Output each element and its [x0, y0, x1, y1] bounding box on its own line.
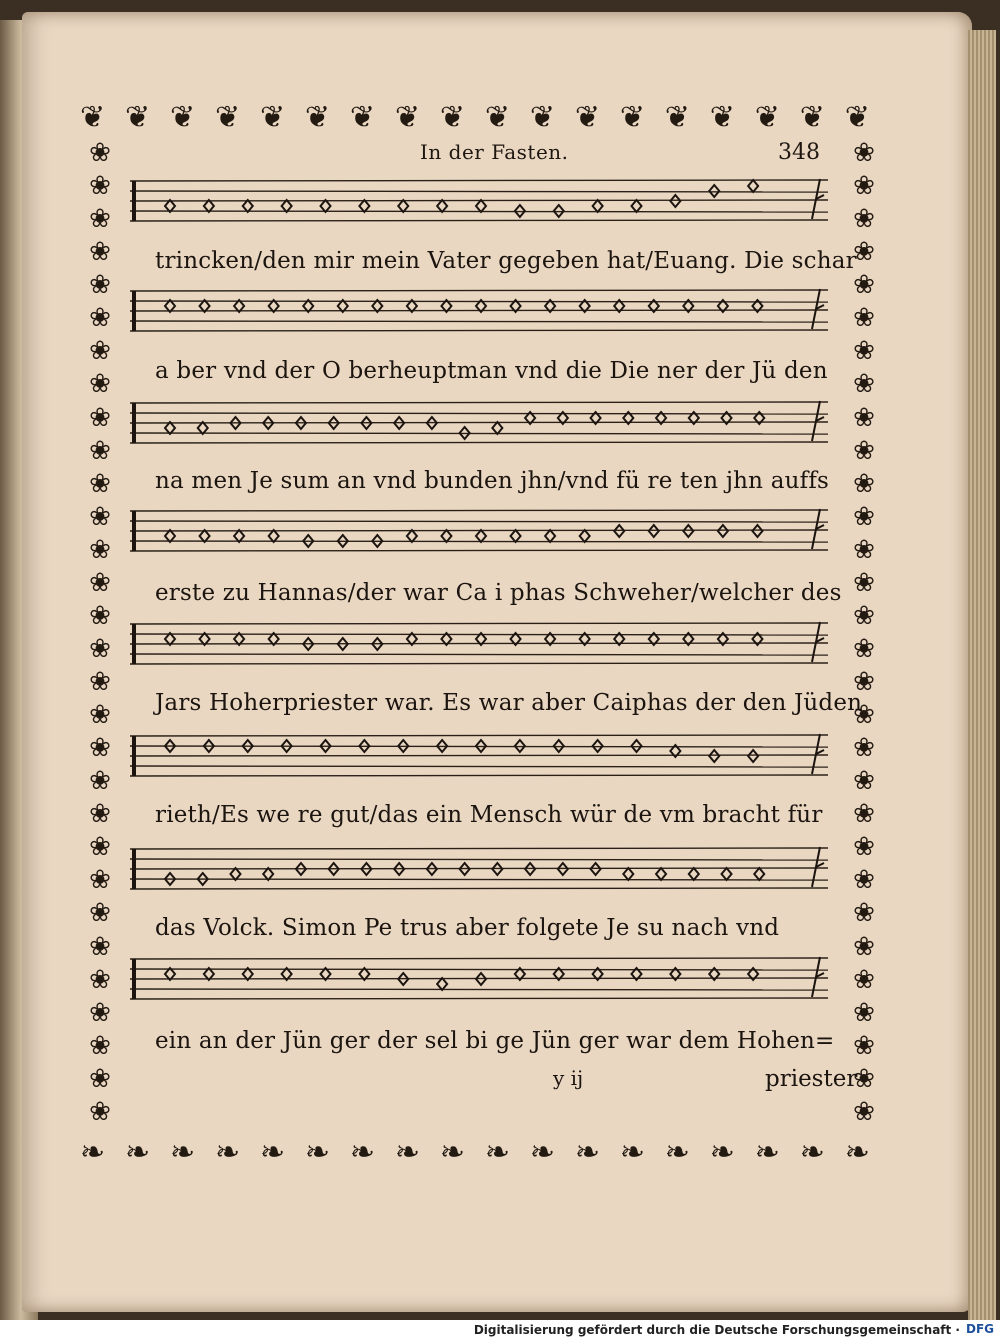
diamond-note-icon — [165, 633, 175, 645]
lyric-line: trincken/den mir mein Vater gegeben hat/Euang. Die schar — [155, 248, 857, 274]
vine-border-icon: ❀ — [89, 204, 111, 235]
vine-border-icon: ❀ — [853, 633, 875, 664]
lyric-line: rieth/Es we re gut/das ein Mensch wür de vm bracht für — [155, 802, 823, 828]
diamond-note-icon — [748, 750, 758, 762]
ornament-flourish-icon: ❦ — [124, 100, 151, 135]
vine-border-icon: ❀ — [853, 567, 875, 598]
diamond-note-icon — [165, 422, 175, 434]
ornament-flourish-icon: ❧ — [214, 1135, 241, 1170]
vine-border-icon: ❀ — [89, 1096, 111, 1125]
vine-border-icon: ❀ — [853, 435, 875, 466]
diamond-note-icon — [441, 530, 451, 542]
vine-border-icon: ❀ — [89, 369, 111, 400]
ornament-flourish-icon: ❧ — [529, 1135, 555, 1170]
diamond-note-icon — [165, 530, 175, 542]
vine-border-icon: ❀ — [853, 270, 875, 301]
music-staff — [130, 730, 842, 782]
vine-border-icon: ❀ — [89, 667, 111, 697]
vine-border-icon: ❀ — [89, 567, 111, 598]
ornament-flourish-icon: ❦ — [169, 100, 196, 135]
diamond-note-icon — [398, 200, 408, 212]
diamond-note-icon — [165, 300, 175, 312]
diamond-note-icon — [263, 868, 273, 880]
footer-bar — [0, 1320, 1000, 1342]
custos-mark — [812, 734, 824, 774]
diamond-note-icon — [709, 750, 719, 762]
vine-border-icon: ❀ — [89, 270, 111, 301]
vine-border-icon: ❀ — [89, 1030, 111, 1061]
custos-mark — [812, 179, 824, 219]
vine-border-icon: ❀ — [853, 931, 875, 962]
vine-border-icon: ❀ — [853, 501, 875, 532]
signature-mark: y ij — [553, 1066, 584, 1090]
clef-icon — [132, 624, 136, 664]
vine-border-icon: ❀ — [89, 733, 111, 764]
diamond-note-icon — [754, 868, 764, 880]
diamond-note-icon — [632, 740, 642, 752]
vine-border-icon: ❀ — [853, 733, 875, 764]
vine-border-icon: ❀ — [853, 997, 875, 1028]
staff-lines — [130, 730, 842, 782]
diamond-note-icon — [359, 200, 369, 212]
vine-border-icon: ❀ — [853, 204, 875, 235]
clef-icon — [132, 736, 136, 776]
diamond-note-icon — [230, 868, 240, 880]
vine-border-icon: ❀ — [853, 1030, 875, 1061]
diamond-note-icon — [269, 530, 279, 542]
ornament-flourish-icon: ❧ — [80, 1135, 106, 1170]
ornament-flourish-icon: ❦ — [844, 100, 870, 135]
vine-border-icon: ❀ — [853, 700, 875, 731]
diamond-note-icon — [623, 868, 633, 880]
diamond-note-icon — [165, 968, 175, 980]
diamond-note-icon — [200, 530, 210, 542]
diamond-note-icon — [243, 200, 253, 212]
diamond-note-icon — [282, 200, 292, 212]
ornament-flourish-icon: ❧ — [664, 1135, 690, 1170]
vine-border-icon: ❀ — [89, 600, 111, 631]
running-head: In der Fasten. — [420, 140, 569, 164]
vine-border-icon: ❀ — [853, 600, 875, 631]
vine-border-icon: ❀ — [89, 997, 111, 1028]
vine-border-icon: ❀ — [89, 140, 111, 168]
music-staff — [130, 397, 842, 449]
right-vine-border — [842, 140, 886, 1125]
diamond-note-icon — [580, 530, 590, 542]
vine-border-icon: ❀ — [89, 336, 111, 367]
ornament-flourish-icon: ❦ — [304, 100, 331, 135]
ornament-flourish-icon: ❧ — [259, 1135, 286, 1170]
diamond-note-icon — [476, 200, 486, 212]
bottom-ornament-border — [80, 1122, 870, 1184]
diamond-note-icon — [722, 868, 732, 880]
ornament-flourish-icon: ❦ — [439, 100, 466, 135]
custos-mark — [812, 847, 824, 887]
music-staff — [130, 175, 842, 227]
vine-border-icon: ❀ — [853, 865, 875, 896]
ornament-flourish-icon: ❧ — [484, 1135, 510, 1170]
vine-border-icon: ❀ — [853, 468, 875, 499]
vine-border-icon: ❀ — [853, 766, 875, 797]
vine-border-icon: ❀ — [853, 534, 875, 565]
diamond-note-icon — [437, 978, 447, 990]
vine-border-icon: ❀ — [89, 633, 111, 664]
ornament-flourish-icon: ❧ — [439, 1135, 466, 1170]
vine-border-icon: ❀ — [853, 1063, 875, 1094]
vine-border-icon: ❀ — [89, 799, 111, 830]
page-edges — [968, 30, 996, 1320]
vine-border-icon: ❀ — [853, 1096, 875, 1125]
diamond-note-icon — [718, 525, 728, 537]
page-number: 348 — [778, 140, 820, 165]
catchword: priester — [765, 1066, 858, 1092]
vine-border-icon: ❀ — [853, 667, 875, 697]
clef-icon — [132, 403, 136, 443]
custos-mark — [812, 622, 824, 662]
ornament-flourish-icon: ❦ — [484, 100, 510, 135]
clef-icon — [132, 181, 136, 221]
ornament-flourish-icon: ❦ — [259, 100, 286, 135]
diamond-note-icon — [165, 200, 175, 212]
ornament-flourish-icon: ❦ — [574, 100, 600, 135]
ornament-flourish-icon: ❧ — [844, 1135, 870, 1170]
ornament-flourish-icon: ❧ — [619, 1135, 645, 1170]
vine-border-icon: ❀ — [853, 964, 875, 995]
lyric-line: a ber vnd der O berheuptman vnd die Die ner der Jü den — [155, 358, 828, 384]
vine-border-icon: ❀ — [89, 766, 111, 797]
staff-lines — [130, 505, 842, 557]
diamond-note-icon — [437, 200, 447, 212]
music-staff — [130, 285, 842, 337]
diamond-note-icon — [476, 530, 486, 542]
ornament-flourish-icon: ❦ — [80, 100, 106, 135]
vine-border-icon: ❀ — [853, 237, 875, 268]
ornament-flourish-icon: ❦ — [754, 100, 780, 135]
vine-border-icon: ❀ — [853, 832, 875, 863]
ornament-flourish-icon: ❦ — [214, 100, 241, 135]
vine-border-icon: ❀ — [89, 534, 111, 565]
lyric-line: ein an der Jün ger der sel bi ge Jün ger war dem Hohen= — [155, 1028, 835, 1054]
diamond-note-icon — [670, 195, 680, 207]
diamond-note-icon — [492, 422, 502, 434]
clef-icon — [132, 291, 136, 331]
vine-border-icon: ❀ — [89, 435, 111, 466]
lyric-line: erste zu Hannas/der war Ca i phas Schweher/welcher des — [155, 580, 842, 606]
staff-lines — [130, 175, 842, 227]
ornament-flourish-icon: ❧ — [799, 1135, 825, 1170]
ornament-flourish-icon: ❧ — [709, 1135, 735, 1170]
vine-border-icon: ❀ — [853, 369, 875, 400]
vine-border-icon: ❀ — [853, 140, 875, 168]
ornament-flourish-icon: ❧ — [754, 1135, 780, 1170]
diamond-note-icon — [407, 530, 417, 542]
clef-icon — [132, 959, 136, 999]
music-staff — [130, 505, 842, 557]
clef-icon — [132, 849, 136, 889]
vine-border-icon: ❀ — [89, 468, 111, 499]
ornament-flourish-icon: ❦ — [709, 100, 735, 135]
ornament-flourish-icon: ❧ — [574, 1135, 600, 1170]
staff-lines — [130, 285, 842, 337]
vine-border-icon: ❀ — [89, 964, 111, 995]
diamond-note-icon — [752, 525, 762, 537]
diamond-note-icon — [748, 180, 758, 192]
ornament-flourish-icon: ❦ — [664, 100, 690, 135]
custos-mark — [812, 957, 824, 997]
vine-border-icon: ❀ — [853, 799, 875, 830]
diamond-note-icon — [632, 200, 642, 212]
diamond-note-icon — [593, 200, 603, 212]
vine-border-icon: ❀ — [89, 898, 111, 929]
custos-mark — [812, 289, 824, 329]
diamond-note-icon — [656, 868, 666, 880]
vine-border-icon: ❀ — [89, 832, 111, 863]
staff-lines — [130, 953, 842, 1005]
lyric-line: Jars Hoherpriester war. Es war aber Caiphas der den Jüden — [155, 690, 863, 716]
staff-lines — [130, 843, 842, 895]
ornament-flourish-icon: ❦ — [349, 100, 376, 135]
ornament-flourish-icon: ❧ — [169, 1135, 196, 1170]
ornament-flourish-icon: ❦ — [619, 100, 645, 135]
diamond-note-icon — [321, 200, 331, 212]
vine-border-icon: ❀ — [853, 402, 875, 433]
top-ornament-border — [80, 95, 870, 141]
custos-mark — [812, 509, 824, 549]
vine-border-icon: ❀ — [853, 336, 875, 367]
vine-border-icon: ❀ — [89, 931, 111, 962]
staff-lines — [130, 618, 842, 670]
clef-icon — [132, 511, 136, 551]
dfg-logo-icon: DFG — [965, 1322, 994, 1336]
vine-border-icon: ❀ — [89, 865, 111, 896]
diamond-note-icon — [649, 525, 659, 537]
ornament-flourish-icon: ❦ — [394, 100, 421, 135]
vine-border-icon: ❀ — [89, 402, 111, 433]
staff-lines — [130, 397, 842, 449]
vine-border-icon: ❀ — [89, 501, 111, 532]
vine-border-icon: ❀ — [89, 303, 111, 334]
lyric-line: na men Je sum an vnd bunden jhn/vnd fü re ten jhn auffs — [155, 468, 830, 494]
vine-border-icon: ❀ — [89, 237, 111, 268]
ornament-flourish-icon: ❦ — [799, 100, 825, 135]
ornament-flourish-icon: ❧ — [349, 1135, 376, 1170]
vine-border-icon: ❀ — [89, 171, 111, 202]
diamond-note-icon — [545, 530, 555, 542]
diamond-note-icon — [234, 530, 244, 542]
diamond-note-icon — [204, 200, 214, 212]
diamond-note-icon — [709, 185, 719, 197]
music-staff — [130, 843, 842, 895]
funding-credit: Digitalisierung gefördert durch die Deutsche Forschungsgemeinschaft · — [473, 1323, 960, 1337]
vine-border-icon: ❀ — [89, 1063, 111, 1094]
diamond-note-icon — [511, 530, 521, 542]
left-vine-border — [78, 140, 122, 1125]
vine-border-icon: ❀ — [89, 700, 111, 731]
music-staff — [130, 618, 842, 670]
vine-border-icon: ❀ — [853, 171, 875, 202]
diamond-note-icon — [683, 525, 693, 537]
ornament-flourish-icon: ❧ — [304, 1135, 331, 1170]
diamond-note-icon — [689, 868, 699, 880]
lyric-line: das Volck. Simon Pe trus aber folgete Je su nach vnd — [155, 915, 780, 941]
diamond-note-icon — [198, 422, 208, 434]
ornament-flourish-icon: ❧ — [394, 1135, 421, 1170]
custos-mark — [812, 401, 824, 441]
vine-border-icon: ❀ — [853, 303, 875, 334]
ornament-flourish-icon: ❦ — [529, 100, 555, 135]
music-staff — [130, 953, 842, 1005]
vine-border-icon: ❀ — [853, 898, 875, 929]
ornament-flourish-icon: ❧ — [124, 1135, 151, 1170]
